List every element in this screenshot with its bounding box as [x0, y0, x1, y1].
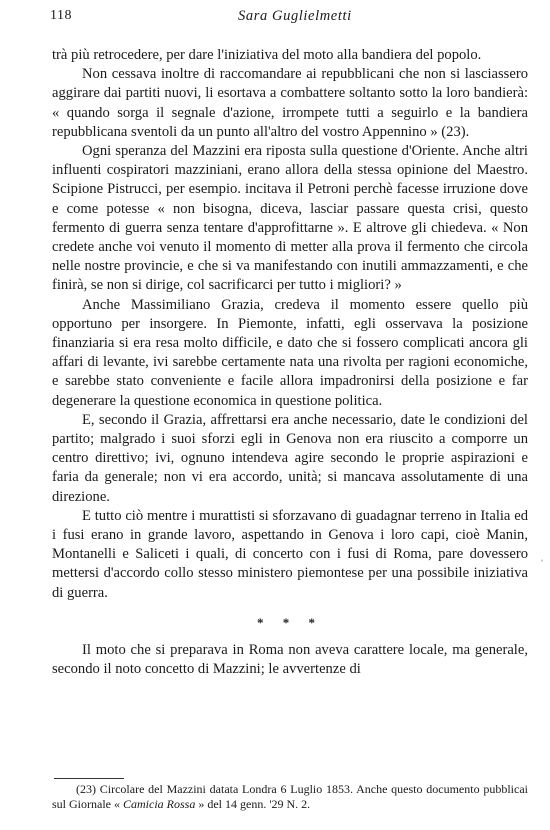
- body-text: [52, 46, 528, 679]
- section-separator: * * *: [257, 614, 323, 630]
- footnote-text-start: (23) Circolare del Mazzini datata Londra 6 Luglio 1853. Anche questo documento pubblicai sul Giornale «: [52, 782, 528, 811]
- margin-mark: ˌ: [540, 548, 544, 562]
- running-head: Sara Guglielmetti: [238, 8, 352, 24]
- footnote-text-end: » del 14 genn. '29 N. 2.: [195, 797, 311, 811]
- footnote-rule: [54, 778, 124, 779]
- paragraph-continuation: trà più retrocedere, per dare l'iniziativa del moto alla bandiera del popolo.: [52, 47, 482, 63]
- footnote-newspaper-title: Camicia Rossa: [123, 797, 196, 811]
- paragraph-oriente: Ogni speranza del Mazzini era riposta sulla questione d'Oriente. Anche altri influenti cospiratori mazziniani, erano allora della stessa opinione del Maestro. Scipione Pistrucci, per esempio. incitava il Petroni perchè facesse irruzione dove e come potesse « non bisogna, diceva, lasciar passare questa crisi, questo fermento di guerra senza tentare d'approfittarne ». E altrove gli chiedeva. « Non credete anche voi venuto il momento di metter alla prova il fermento che circola nelle nostre provincie, e che si va manifestando con inutili ammazzamenti, e che finirà, se non si dirige, col sacrificarci per tutto i migliori? »: [52, 143, 528, 294]
- paragraph-murattisti: E tutto ciò mentre i murattisti si sforzavano di guadagnar terreno in Italia ed i fusi erano in grande lavoro, aspettando in Genova i loro capi, cioè Manin, Montanelli e Saliceti i quali, di concerto con i fusi di Roma, pare dovessero mettersi d'accordo collo stesso ministero piemontese per una possibile iniziativa di guerra.: [52, 507, 528, 601]
- paragraph-party-conditions: E, secondo il Grazia, affrettarsi era anche necessario, date le condizioni del partito; malgrado i suoi sforzi egli in Genova non era riuscito a comporre un centro direttivo; ivi, ognuno intendeva agire secondo le proprie aspirazioni e faria da generale; non vi era accordo, unità; si mancava assolutamente di una direzione.: [52, 411, 528, 505]
- paragraph-republicans: Non cessava inoltre di raccomandare ai repubblicani che non si lasciassero aggirare dai partiti nuovi, li esortava a combattere soltanto sotto la loro bandierà: « quando sorga il segnale d'azione, irrompete tutti a seguirlo e la bandiera repubblicana sventoli da un punto all'altro del vostro Appennino » (23).: [52, 66, 528, 140]
- page-number: 118: [50, 8, 72, 23]
- paragraph-moto-roma: Il moto che si preparava in Roma non aveva carattere locale, ma generale, secondo il noto concetto di Mazzini; le avvertenze di: [52, 641, 528, 678]
- footnote-23: [52, 782, 528, 812]
- page-header: [50, 6, 528, 28]
- paragraph-grazia: Anche Massimiliano Grazia, credeva il momento essere quello più opportuno per insorgere. In Piemonte, infatti, egli osservava la posizione finanziaria si era resa molto difficile, e dato che si fossero complicati ancora gli affari di levante, ivi sarebbe certamente nata una rivolta per ragioni economiche, e sarebbe stato conveniente e facile allora impadronirsi della posizione e far degenerare la questione economica in questione politica.: [52, 296, 528, 409]
